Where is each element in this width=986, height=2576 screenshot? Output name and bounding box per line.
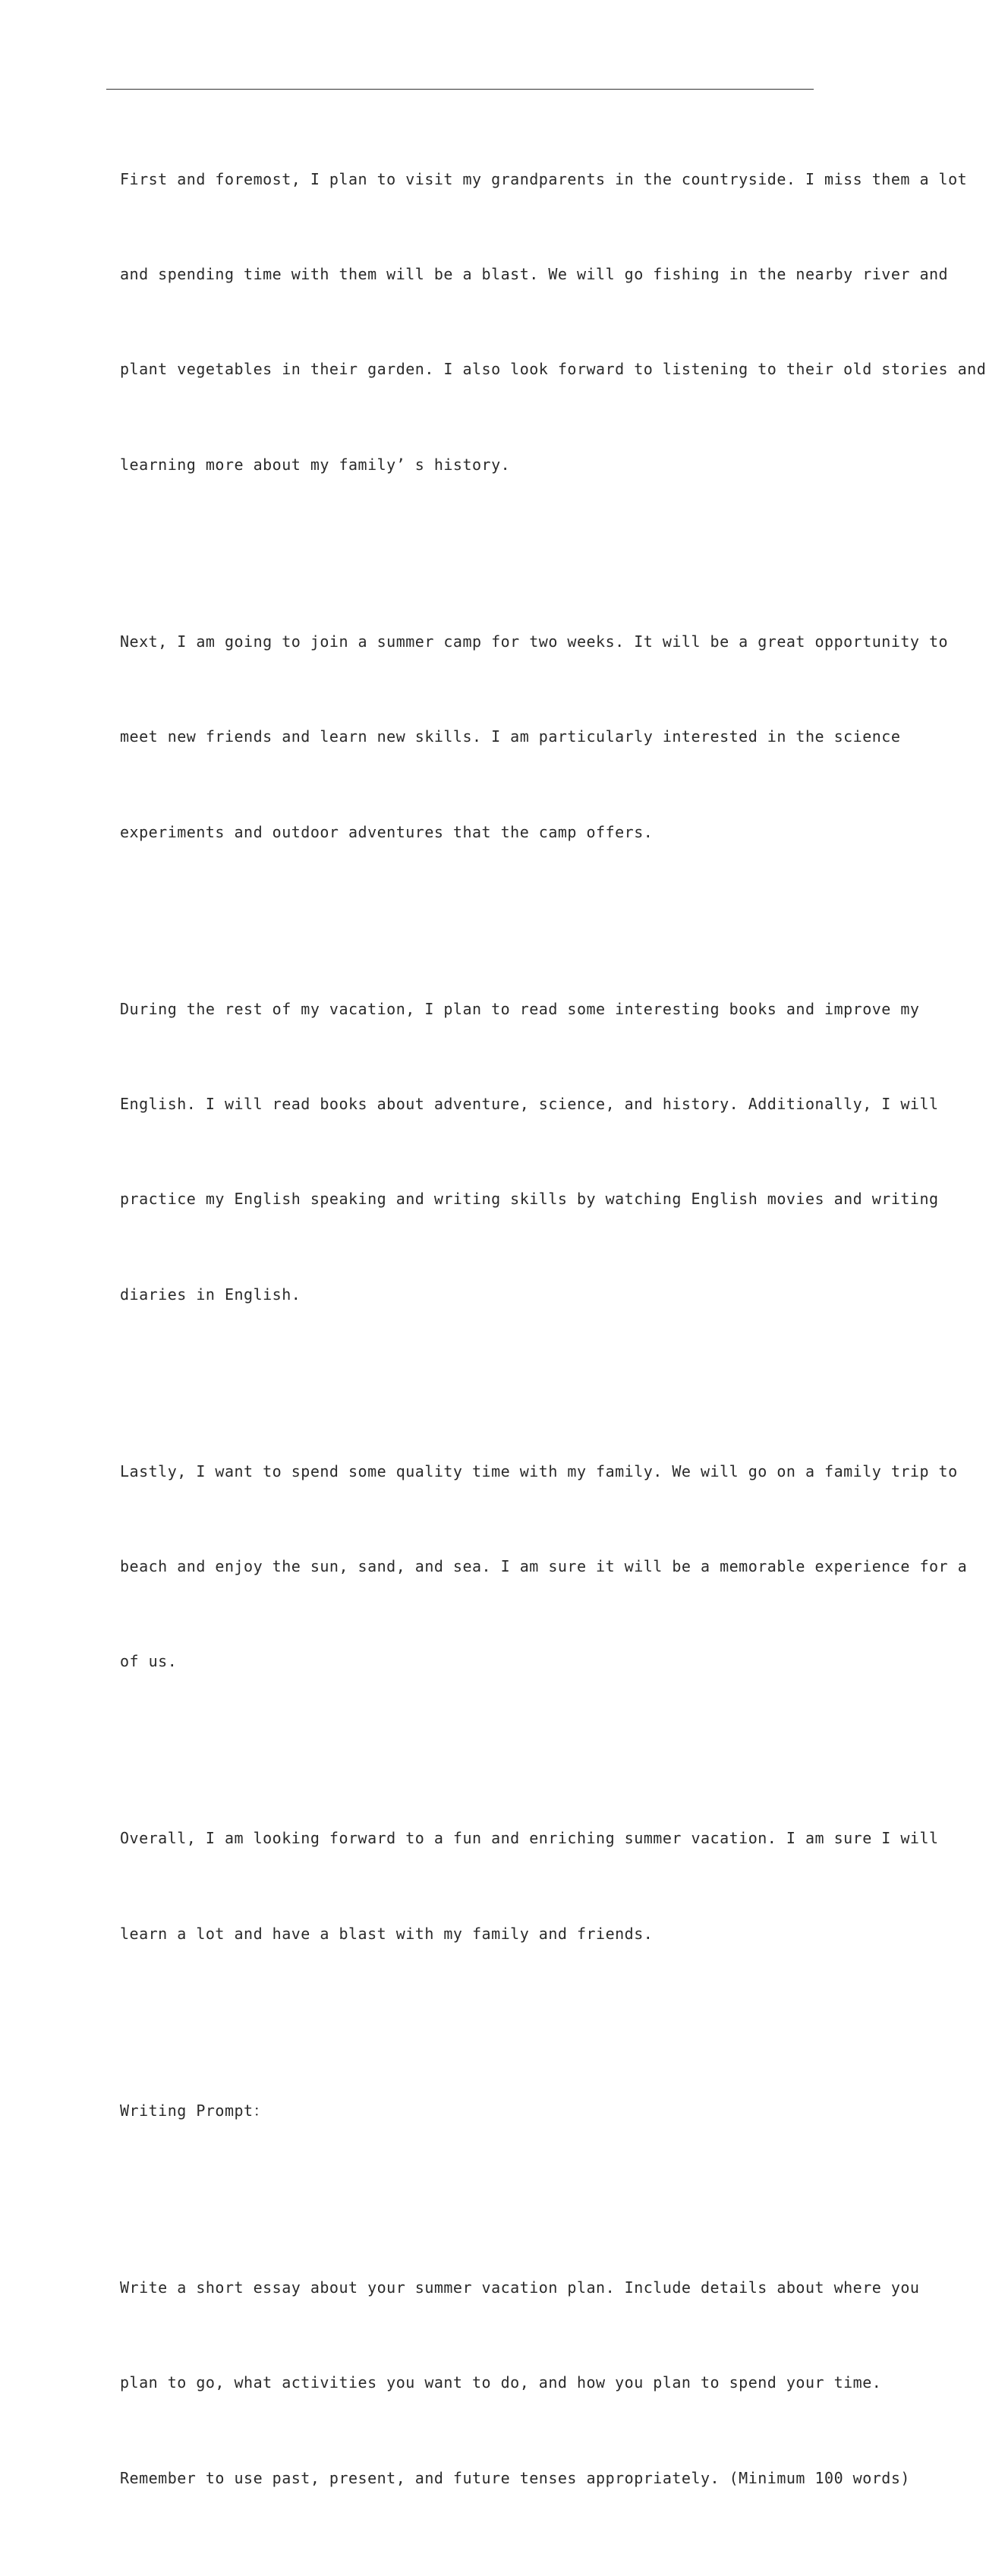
text-line: and spending time with them will be a blast. We will go fishing in the nearby river and: [120, 264, 949, 283]
text-line: Write a short essay about your summer vacation plan. Include details about where you: [120, 2278, 920, 2297]
text-line: Next, I am going to join a summer camp for two weeks. It will be a great opportunity to: [120, 632, 949, 651]
writing-prompt-body: [120, 2209, 926, 2558]
paragraph-reading: [120, 930, 939, 1374]
text-line: experiments and outdoor adventures that the camp offers.: [120, 822, 654, 841]
document-body: [120, 100, 986, 2576]
text-line: English. I will read books about adventure, science, and history. Additionally, I will: [120, 1094, 939, 1113]
text-line: plan to go, what activities you want to do, and how you plan to spend your time.: [120, 2373, 882, 2392]
top-divider-rule: [106, 89, 814, 90]
text-line: Remember to use past, present, and future tenses appropriately. (Minimum 100 words): [120, 2468, 910, 2487]
text-line: During the rest of my vacation, I plan to read some interesting books and improve my: [120, 999, 920, 1018]
paragraph-overall: [120, 1760, 939, 2013]
text-line: First and foremost, I plan to visit my grandparents in the countryside. I miss them a lot: [120, 169, 968, 188]
text-line: practice my English speaking and writing skills by watching English movies and writing: [120, 1190, 939, 1209]
paragraph-family-time: [120, 1392, 968, 1742]
text-line: learn a lot and have a blast with my family and friends.: [120, 1924, 654, 1943]
text-line: Overall, I am looking forward to a fun and enriching summer vacation. I am sure I will: [120, 1829, 939, 1848]
text-line: Writing Prompt：: [120, 2101, 269, 2120]
text-line: diaries in English.: [120, 1285, 301, 1304]
text-line: of us.: [120, 1652, 178, 1671]
text-line: beach and enjoy the sun, sand, and sea. I am sure it will be a memorable experience for a: [120, 1557, 968, 1576]
writing-prompt-heading: [120, 2032, 926, 2190]
text-line: plant vegetables in their garden. I also look forward to listening to their old stories and: [120, 360, 986, 379]
text-line: learning more about my family’ s history.: [120, 455, 511, 474]
text-line: Lastly, I want to spend some quality time with my family. We will go on a family trip to: [120, 1461, 958, 1480]
paragraph-grandparents: [120, 100, 986, 544]
paragraph-summer-camp: [120, 563, 949, 912]
text-line: meet new friends and learn new skills. I am particularly interested in the science: [120, 727, 901, 746]
